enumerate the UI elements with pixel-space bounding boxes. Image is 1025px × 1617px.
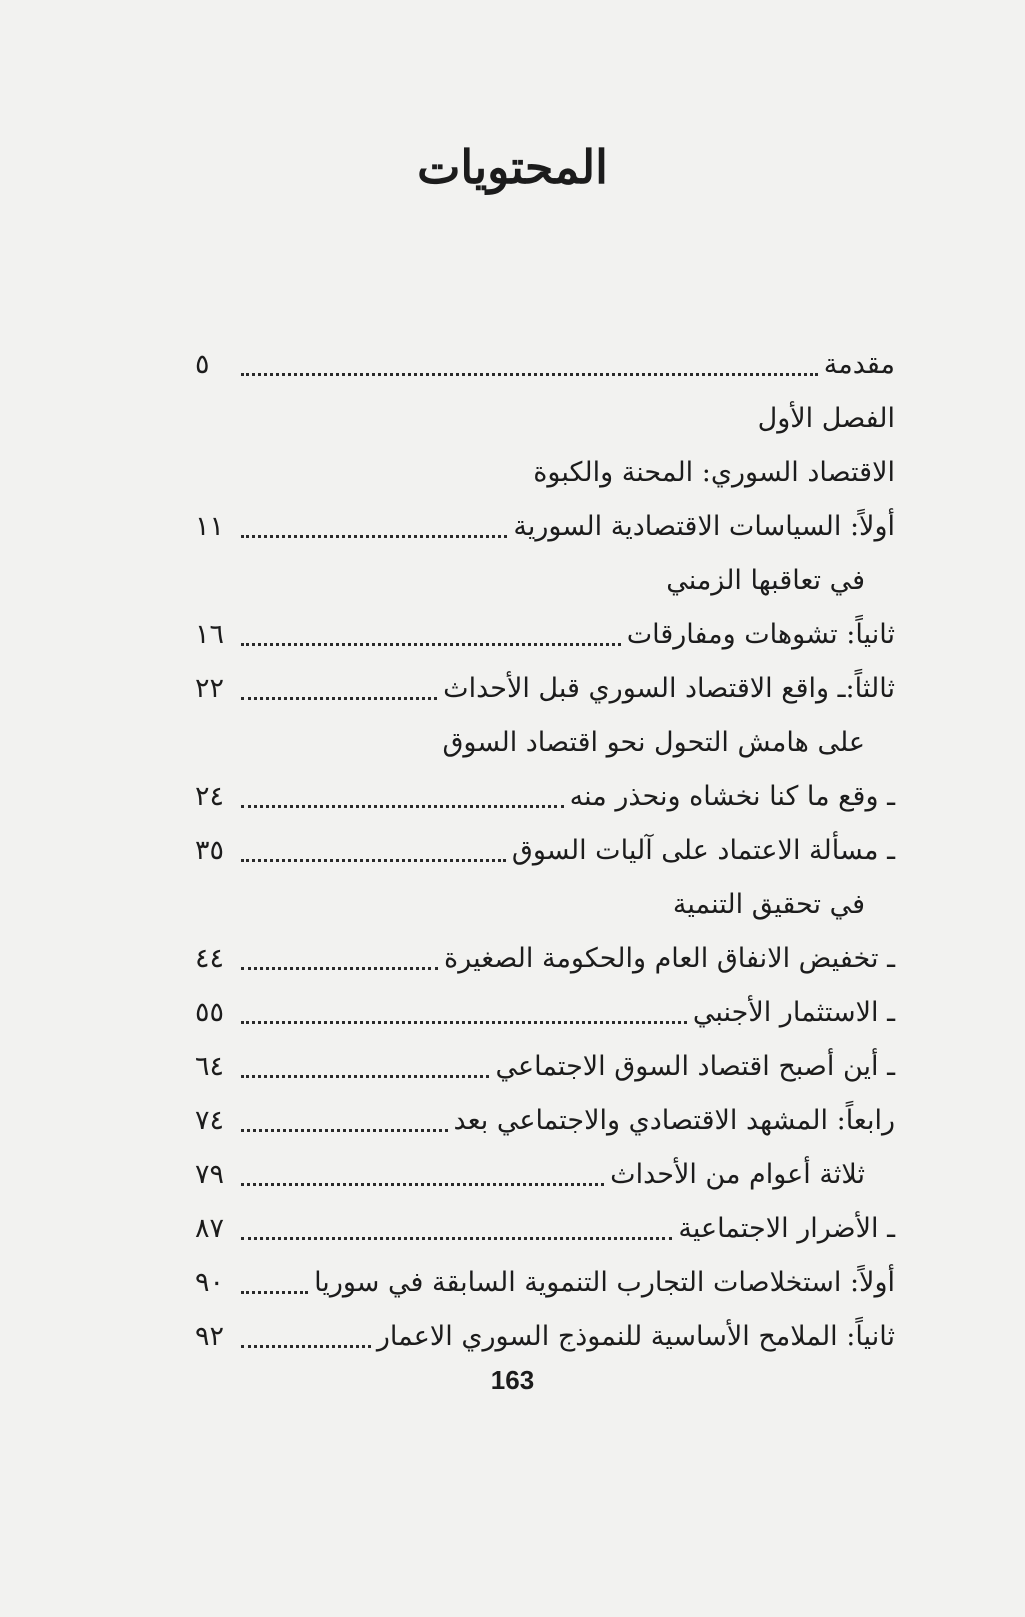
toc-entry: [195, 384, 895, 438]
toc-entry-label: ثلاثة أعوام من الأحداث: [610, 1159, 865, 1190]
toc-entry: [195, 1140, 895, 1194]
toc-entry-label: ـ تخفيض الانفاق العام والحكومة الصغيرة: [444, 943, 895, 974]
dot-leader: [241, 1011, 687, 1024]
toc-entry-label: ـ وقع ما كنا نخشاه ونحذر منه: [569, 781, 895, 812]
toc-entry-page: ٧٩: [195, 1159, 225, 1190]
toc-entry-label: الاقتصاد السوري: المحنة والكبوة: [533, 457, 895, 488]
dot-leader: [241, 1119, 448, 1132]
toc-entry: [195, 762, 895, 816]
dot-leader: [241, 687, 437, 700]
toc-entry-label: ـ مسألة الاعتماد على آليات السوق: [511, 835, 895, 866]
toc-entry-label: أولاً: السياسات الاقتصادية السورية: [513, 511, 895, 542]
toc-entry-page: ٧٤: [195, 1105, 225, 1136]
dot-leader: [241, 1227, 672, 1240]
toc-entry: [195, 546, 895, 600]
dot-leader: [241, 363, 818, 376]
toc-entry-page: ٩٢: [195, 1321, 225, 1352]
toc-entry: [195, 1086, 895, 1140]
page-number: 163: [490, 1365, 535, 1395]
toc-entry: [195, 870, 895, 924]
toc-entry-label: على هامش التحول نحو اقتصاد السوق: [442, 727, 865, 758]
toc-entry-page: ٥: [195, 349, 210, 380]
toc-entry-label: ـ الأضرار الاجتماعية: [678, 1213, 895, 1244]
toc-entry-page: ٥٥: [195, 997, 225, 1028]
toc-entry: [195, 1194, 895, 1248]
toc-entry-label: في تعاقبها الزمني: [666, 565, 865, 596]
toc-entry-label: ـ الاستثمار الأجنبي: [692, 997, 895, 1028]
toc-entry: [195, 924, 895, 978]
toc-entry: [195, 816, 895, 870]
dot-leader: [241, 1065, 489, 1078]
toc-entry-label: ـ أين أصبح اقتصاد السوق الاجتماعي: [495, 1051, 895, 1082]
page-title: المحتويات: [417, 140, 608, 194]
toc-entry: [195, 438, 895, 492]
table-of-contents: [195, 330, 895, 1356]
toc-entry-page: ٨٧: [195, 1213, 225, 1244]
toc-entry-page: ١٦: [195, 619, 225, 650]
toc-entry-page: ٢٤: [195, 781, 225, 812]
toc-entry: [195, 1302, 895, 1356]
toc-entry-label: ثالثاً:ـ واقع الاقتصاد السوري قبل الأحداث: [443, 673, 895, 704]
toc-entry-page: ٩٠: [195, 1267, 225, 1298]
toc-entry-label: ثانياً: تشوهات ومفارقات: [626, 619, 895, 650]
dot-leader: [241, 633, 621, 646]
toc-entry-label: مقدمة: [823, 349, 895, 380]
toc-entry-label: رابعاً: المشهد الاقتصادي والاجتماعي بعد: [453, 1105, 895, 1136]
toc-entry-label: أولاً: استخلاصات التجارب التنموية السابقة في سوريا: [314, 1267, 895, 1298]
dot-leader: [241, 849, 506, 862]
toc-entry-page: ٤٤: [195, 943, 225, 974]
dot-leader: [241, 795, 564, 808]
toc-entry: [195, 1032, 895, 1086]
dot-leader: [241, 1335, 371, 1348]
toc-entry: [195, 330, 895, 384]
dot-leader: [241, 957, 438, 970]
toc-entry-page: ١١: [195, 511, 225, 542]
toc-entry-label: ثانياً: الملامح الأساسية للنموذج السوري الاعمار: [376, 1321, 895, 1352]
toc-entry: [195, 1248, 895, 1302]
toc-entry-page: ٢٢: [195, 673, 225, 704]
toc-entry: [195, 492, 895, 546]
toc-entry-page: ٦٤: [195, 1051, 225, 1082]
toc-entry-label: في تحقيق التنمية: [672, 889, 865, 920]
dot-leader: [241, 1173, 604, 1186]
dot-leader: [241, 525, 507, 538]
toc-entry: [195, 708, 895, 762]
toc-entry: [195, 600, 895, 654]
toc-entry: [195, 654, 895, 708]
dot-leader: [241, 1281, 308, 1294]
toc-entry-label: الفصل الأول: [757, 403, 895, 434]
toc-entry-page: ٣٥: [195, 835, 225, 866]
toc-entry: [195, 978, 895, 1032]
